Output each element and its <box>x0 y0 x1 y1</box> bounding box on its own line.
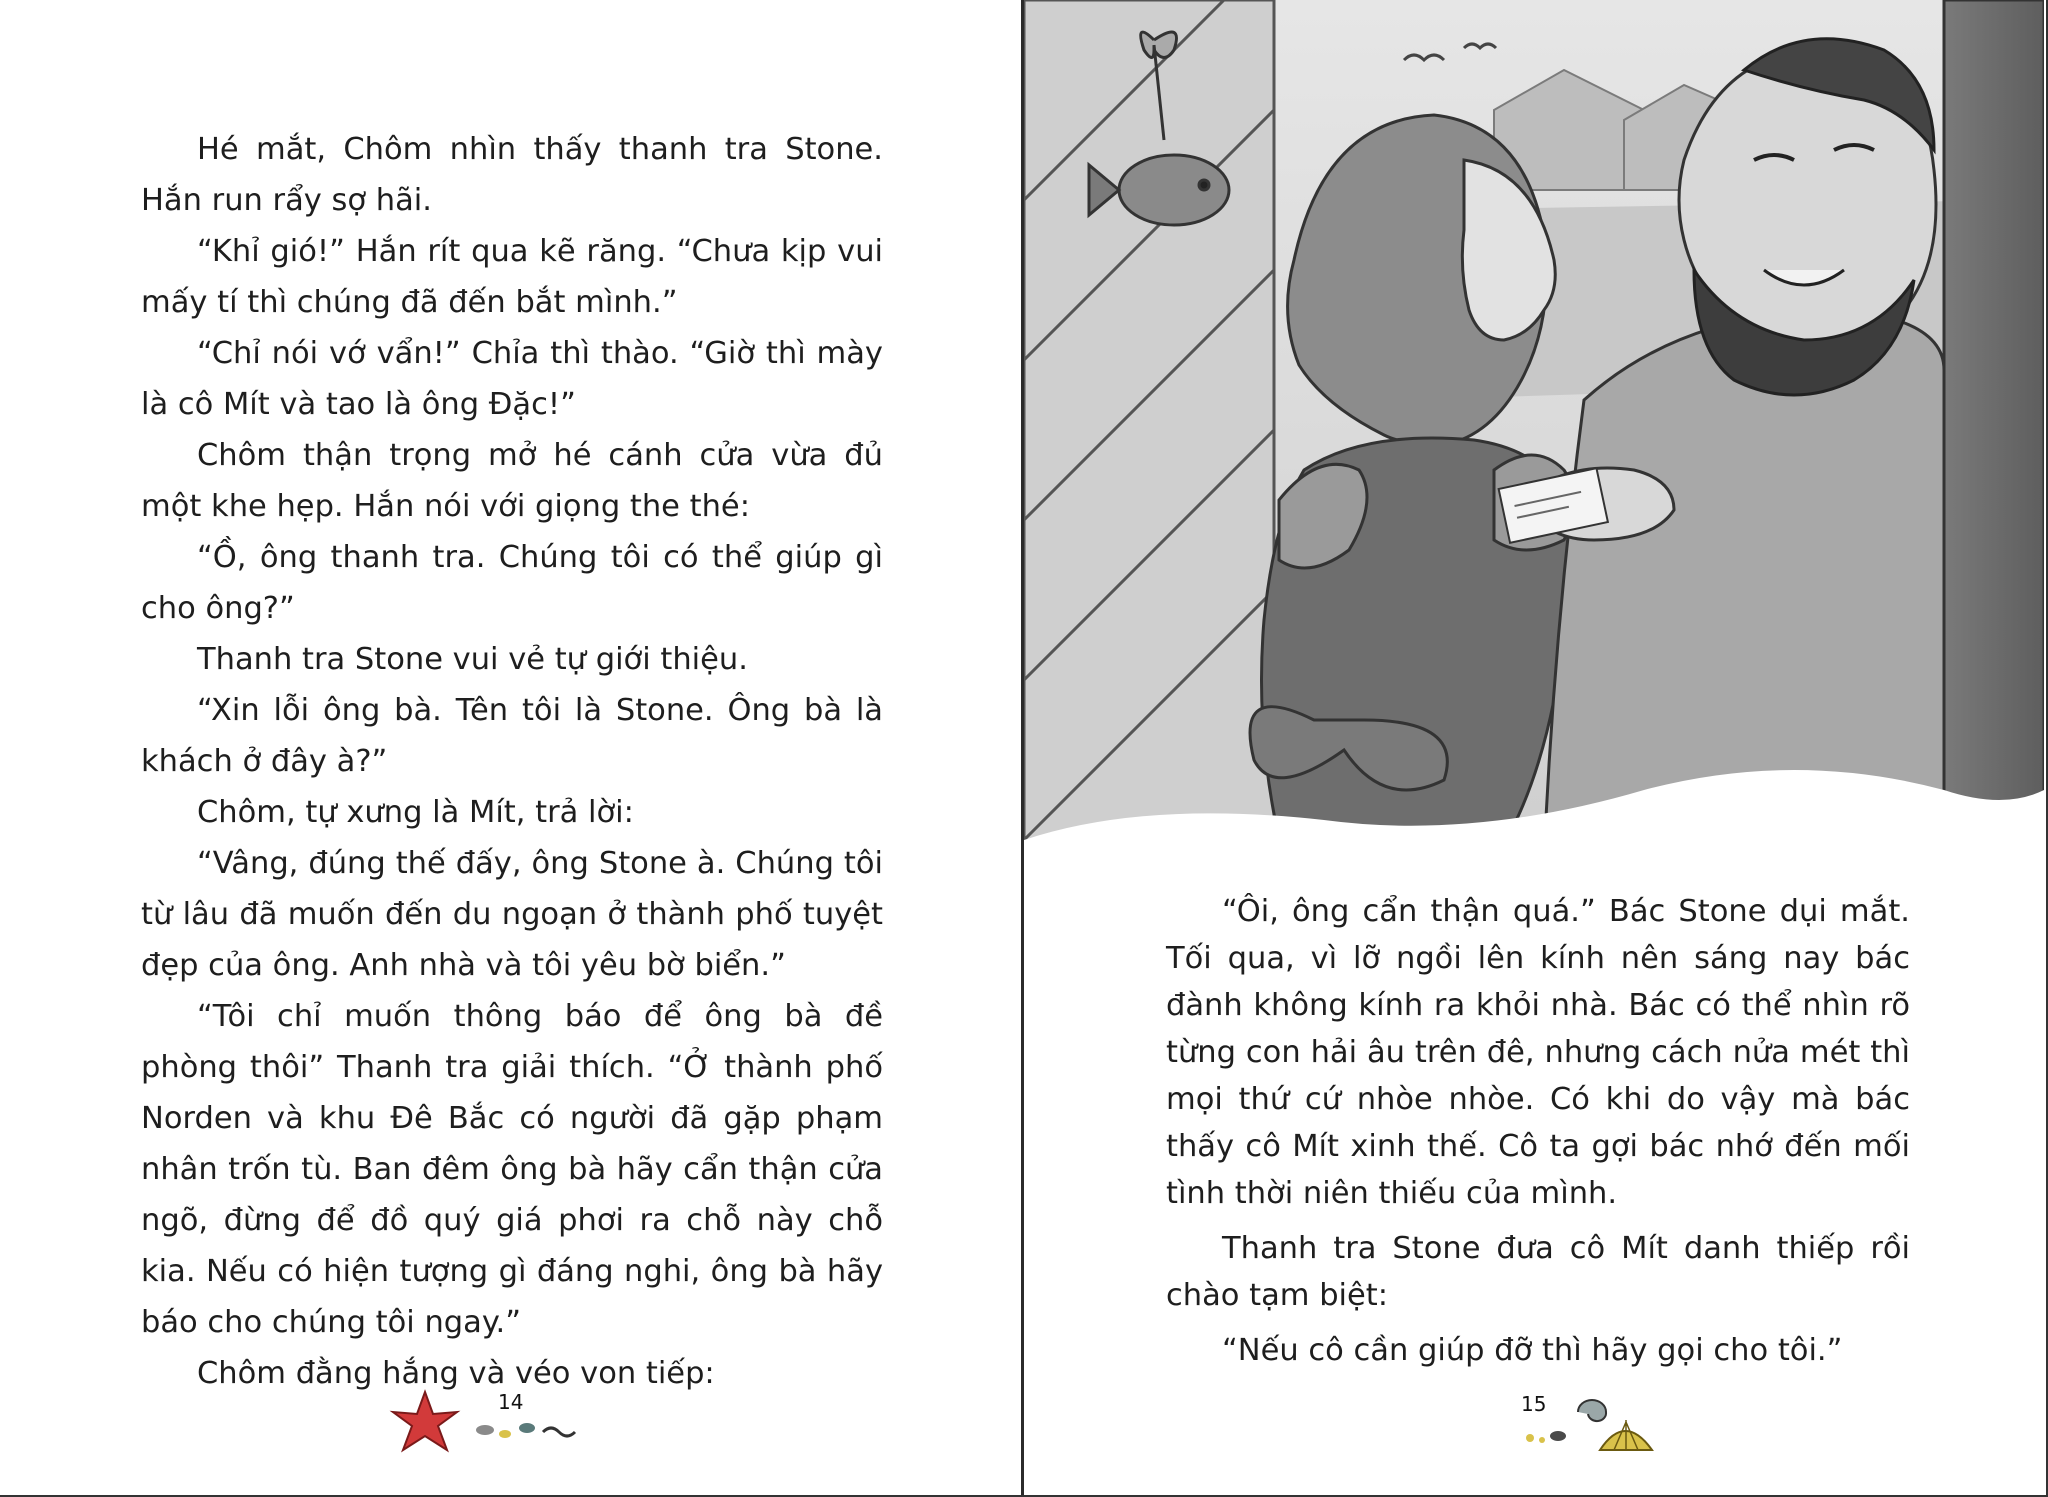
paragraph: Chôm thận trọng mở hé cánh cửa vừa đủ một khe hẹp. Hắn nói với giọng the thé: <box>141 438 883 524</box>
paragraph: Thanh tra Stone đưa cô Mít danh thiếp rồi chào tạm biệt: <box>1166 1231 1910 1313</box>
snail-shell-icon <box>1578 1400 1606 1421</box>
pebble-icon <box>1526 1434 1534 1442</box>
paragraph: Thanh tra Stone vui vẻ tự giới thiệu. <box>197 642 748 677</box>
paragraph: “Ồ, ông thanh tra. Chúng tôi có thể giúp gì cho ông?” <box>141 540 883 626</box>
left-page <box>0 0 1022 1497</box>
paragraph: Hé mắt, Chôm nhìn thấy thanh tra Stone. Hắn run rẩy sợ hãi. <box>141 132 883 218</box>
paragraph: Chôm, tự xưng là Mít, trả lời: <box>197 795 634 830</box>
left-page-text <box>141 124 883 1399</box>
paragraph: “Khỉ gió!” Hắn rít qua kẽ răng. “Chưa kịp vui mấy tí thì chúng đã đến bắt mình.” <box>141 234 883 320</box>
paragraph: “Chỉ nói vớ vẩn!” Chỉa thì thào. “Giờ thì mày là cô Mít và tao là ông Đặc!” <box>141 336 883 422</box>
paragraph: Chôm đằng hắng và véo von tiếp: <box>197 1356 715 1391</box>
paragraph: “Xin lỗi ông bà. Tên tôi là Stone. Ông bà là khách ở đây à?” <box>141 693 883 779</box>
seaweed-icon <box>543 1428 575 1436</box>
pebble-icon <box>499 1430 511 1438</box>
starfish-icon <box>393 1392 457 1450</box>
pebble-icon <box>1539 1437 1545 1443</box>
page-number: 14 <box>498 1390 524 1414</box>
pebble-icon <box>1550 1431 1566 1441</box>
starfish-decoration <box>385 1388 585 1458</box>
pebble-icon <box>519 1423 535 1433</box>
paragraph: “Tôi chỉ muốn thông báo để ông bà đề phòng thôi” Thanh tra giải thích. “Ở thành phố Norden và khu Đê Bắc có người đã gặp phạm nhân trốn tù. Ban đêm ông bà hãy cẩn thận cửa ngõ, đừng để đồ quý giá phơi ra chỗ này chỗ kia. Nếu có hiện tượng gì đáng nghi, ông bà hãy báo cho chúng tôi ngay.” <box>141 999 883 1340</box>
paragraph: “Nếu cô cần giúp đỡ thì hãy gọi cho tôi.” <box>1222 1333 1843 1368</box>
pebble-icon <box>476 1425 494 1435</box>
story-illustration <box>1024 0 2044 860</box>
right-page-text <box>1166 888 1910 1382</box>
page-number: 15 <box>1521 1392 1547 1416</box>
paragraph: “Ôi, ông cẩn thận quá.” Bác Stone dụi mắt. Tối qua, vì lỡ ngồi lên kính nên sáng nay bác đành không kính ra khỏi nhà. Bác có thể nhìn rõ từng con hải âu trên đê, nhưng cách nửa mét thì mọi thứ cứ nhòe nhòe. Có khi do vậy mà bác thấy cô Mít xinh thế. Cô ta gợi bác nhớ đến mối tình thời niên thiếu của mình. <box>1166 894 1910 1211</box>
door <box>1944 0 2044 860</box>
paragraph: “Vâng, đúng thế đấy, ông Stone à. Chúng tôi từ lâu đã muốn đến du ngoạn ở thành phố tuyệt đẹp của ông. Anh nhà và tôi yêu bờ biển.” <box>141 846 883 983</box>
wooden-wall <box>1024 0 1274 860</box>
